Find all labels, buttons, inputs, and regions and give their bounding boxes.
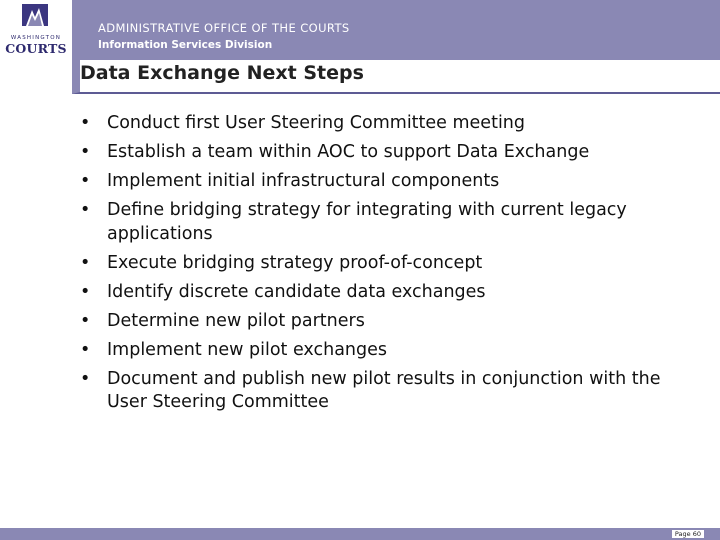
bullet-item xyxy=(78,252,698,276)
bullet-dot-icon: • xyxy=(80,171,91,191)
bullet-item xyxy=(78,112,698,136)
bullet-item xyxy=(78,339,698,363)
division-name: Information Services Division xyxy=(98,39,273,51)
bullet-dot-icon: • xyxy=(80,310,91,331)
bullet-text: Define bridging strategy for integrating with current legacy applications xyxy=(107,200,627,244)
bullet-text: Implement new pilot exchanges xyxy=(107,339,387,360)
bullet-item xyxy=(78,199,698,246)
bullet-text: Document and publish new pilot results in conjunction with the User Steering Committee xyxy=(107,368,661,412)
bullet-text: Determine new pilot partners xyxy=(107,310,365,331)
organization-name: ADMINISTRATIVE OFFICE OF THE COURTS xyxy=(98,21,350,35)
bullet-dot-icon: • xyxy=(80,339,91,360)
logo-courts-text: COURTS xyxy=(5,41,67,56)
bullet-dot-icon: • xyxy=(80,368,91,389)
bullet-text: Identify discrete candidate data exchanges xyxy=(107,281,486,302)
footer-band xyxy=(0,528,720,540)
bullet-list xyxy=(78,112,698,420)
bullet-dot-icon: • xyxy=(80,142,91,162)
washington-courts-logo xyxy=(0,0,72,60)
bullet-item xyxy=(78,368,698,415)
bullet-item xyxy=(78,310,698,334)
bullet-dot-icon: • xyxy=(80,252,91,273)
bullet-text: Establish a team within AOC to support Data Exchange xyxy=(107,142,590,162)
bullet-dot-icon: • xyxy=(80,113,91,133)
page-number: Page 60 xyxy=(672,530,704,538)
bullet-dot-icon: • xyxy=(80,200,91,220)
courts-emblem-icon xyxy=(22,4,48,30)
slide-title: Data Exchange Next Steps xyxy=(80,62,364,84)
bullet-item xyxy=(78,141,698,165)
bullet-item xyxy=(78,170,698,194)
bullet-dot-icon: • xyxy=(80,281,91,302)
bullet-text: Execute bridging strategy proof-of-concept xyxy=(107,252,483,273)
bullet-item xyxy=(78,281,698,305)
bullet-text: Conduct first User Steering Committee meeting xyxy=(107,113,526,133)
logo-state-text: WASHINGTON xyxy=(10,35,62,41)
bullet-text: Implement initial infrastructural components xyxy=(107,171,500,191)
